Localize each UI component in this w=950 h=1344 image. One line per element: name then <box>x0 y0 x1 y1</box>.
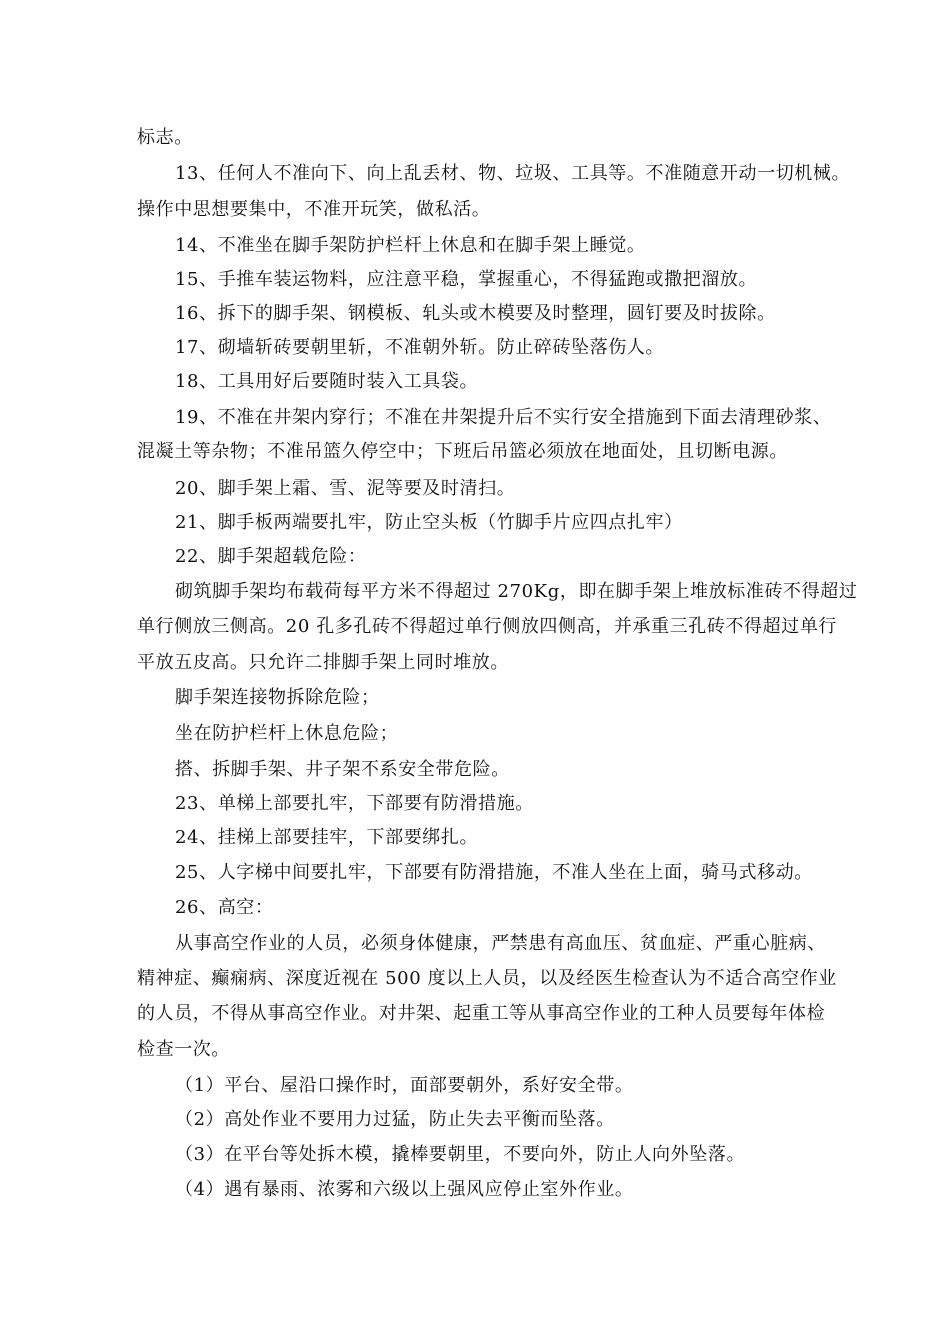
text-line: 19、不准在井架内穿行；不准在井架提升后不实行安全措施到下面去清理砂浆、 <box>175 407 832 428</box>
text-line: 单行侧放三侧高。20 孔多孔砖不得超过单行侧放四侧高，并承重三孔砖不得超过单行 <box>137 616 838 637</box>
text-line: （1）平台、屋沿口操作时，面部要朝外，系好安全带。 <box>175 1075 634 1096</box>
text-line: 21、脚手板两端要扎牢，防止空头板（竹脚手片应四点扎牢） <box>175 512 683 533</box>
text-line: 混凝土等杂物；不准吊篮久停空中；下班后吊篮必须放在地面处，且切断电源。 <box>137 441 788 462</box>
text-line: 20、脚手架上霜、雪、泥等要及时清扫。 <box>175 478 516 499</box>
text-line: 14、不准坐在脚手架防护栏杆上休息和在脚手架上睡觉。 <box>175 235 646 256</box>
text-line: 平放五皮高。只允许二排脚手架上同时堆放。 <box>137 652 509 673</box>
text-line: （2）高处作业不要用力过猛，防止失去平衡而坠落。 <box>175 1109 615 1130</box>
text-line: 检查一次。 <box>137 1039 230 1060</box>
text-line: 23、单梯上部要扎牢，下部要有防滑措施。 <box>175 793 534 814</box>
text-line: 坐在防护栏杆上休息危险； <box>175 723 399 744</box>
text-line: 搭、拆脚手架、井子架不系安全带危险。 <box>175 759 510 780</box>
text-line: 从事高空作业的人员，必须身体健康，严禁患有高血压、贫血症、严重心脏病、 <box>175 933 826 954</box>
text-line: 操作中思想要集中，不准开玩笑，做私活。 <box>137 199 491 220</box>
text-line: 15、手推车装运物料，应注意平稳，掌握重心，不得猛跑或撒把溜放。 <box>175 269 758 290</box>
text-line: 25、人字梯中间要扎牢，下部要有防滑措施，不准人坐在上面，骑马式移动。 <box>175 862 813 883</box>
text-line: 砌筑脚手架均布载荷每平方米不得超过 270Kg，即在脚手架上堆放标准砖不得超过 <box>175 581 858 602</box>
text-line: 22、脚手架超载危险： <box>175 546 367 567</box>
text-line: 24、挂梯上部要挂牢，下部要绑扎。 <box>175 827 479 848</box>
text-line: （4）遇有暴雨、浓雾和六级以上强风应停止室外作业。 <box>175 1179 634 1200</box>
text-line: 13、任何人不准向下、向上乱丢材、物、垃圾、工具等。不准随意开动一切机械。 <box>175 163 851 184</box>
text-line: 16、拆下的脚手架、钢模板、轧头或木模要及时整理，圆钉要及时拔除。 <box>175 303 776 324</box>
text-line: 脚手架连接物拆除危险； <box>175 687 380 708</box>
text-line: 的人员，不得从事高空作业。对井架、起重工等从事高空作业的工种人员要每年体检 <box>137 1003 826 1024</box>
text-line: 26、高空： <box>175 897 274 918</box>
text-line: （3）在平台等处拆木模，撬棒要朝里，不要向外，防止人向外坠落。 <box>175 1144 746 1165</box>
text-line: 17、砌墙斩砖要朝里斩，不准朝外斩。防止碎砖坠落伤人。 <box>175 337 665 358</box>
text-line: 18、工具用好后要随时装入工具袋。 <box>175 371 479 392</box>
text-line: 精神症、癫痫病、深度近视在 500 度以上人员，以及经医生检查认为不适合高空作业 <box>137 968 837 989</box>
text-line: 标志。 <box>137 127 193 148</box>
